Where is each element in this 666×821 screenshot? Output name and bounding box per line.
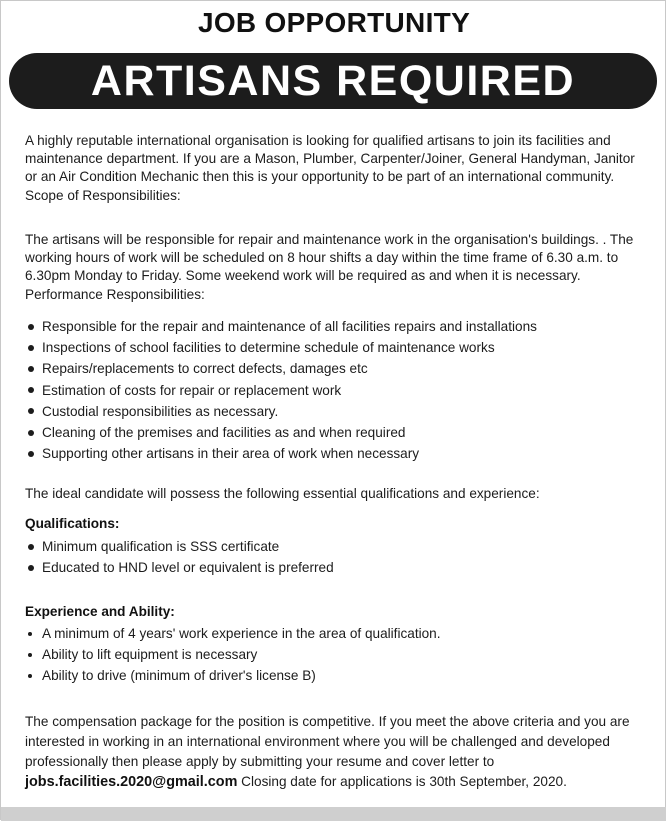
scope-line: working hours of work will be scheduled on 8 hour shifts a day within the time frame of 6.30 a.m. to [25,250,619,266]
intro-line: maintenance department. If you are a Mason, Plumber, Carpenter/Joiner, General Handyman, Janitor [25,151,635,167]
list-item: Repairs/replacements to correct defects, damages etc [25,358,645,379]
list-item: Responsible for the repair and maintenance of all facilities repairs and installations [25,316,645,337]
scope-paragraph [25,231,645,304]
list-item: Educated to HND level or equivalent is preferred [25,557,645,578]
list-item: Cleaning of the premises and facilities as and when required [25,422,645,443]
list-item: Ability to lift equipment is necessary [25,644,645,665]
intro-line: A highly reputable international organisation is looking for qualified artisans to join its facilities and [25,133,611,148]
headline-banner-text: ARTISANS REQUIRED [90,56,576,105]
application-email[interactable]: jobs.facilities.2020@gmail.com [25,774,238,790]
responsibilities-list [25,316,645,464]
ideal-candidate-text: The ideal candidate will possess the following essential qualifications and experience: [25,486,540,501]
qualifications-list [25,536,645,578]
list-item: Inspections of school facilities to determine schedule of maintenance works [25,337,645,358]
closing-line: professionally then please apply by submitting your resume and cover letter to [25,754,495,769]
list-item: Ability to drive (minimum of driver's license B) [25,665,645,686]
intro-line: or an Air Condition Mechanic then this is your opportunity to be part of an international community. [25,169,615,185]
headline-banner [9,53,657,109]
experience-heading: Experience and Ability: [25,604,175,619]
closing-line: The compensation package for the position is competitive. If you meet the above criteria and you are [25,714,630,729]
list-item: Estimation of costs for repair or replacement work [25,380,645,401]
list-item: A minimum of 4 years' work experience in the area of qualification. [25,623,645,644]
closing-deadline: Closing date for applications is 30th September, 2020. [241,774,567,789]
performance-heading: Performance Responsibilities: [25,286,205,302]
experience-list [25,623,645,687]
list-item: Minimum qualification is SSS certificate [25,536,645,557]
scope-line: 6.30pm Monday to Friday. Some weekend work will be required as and when it is necessary. [25,268,581,284]
scope-line: The artisans will be responsible for repair and maintenance work in the organisation's buildings. . The [25,232,634,247]
closing-paragraph [25,712,645,792]
bottom-divider [1,807,666,821]
closing-line: interested in working in an international environment where you will be challenged and developed [25,734,610,749]
list-item: Supporting other artisans in their area of work when necessary [25,443,645,464]
list-item: Custodial responsibilities as necessary. [25,401,645,422]
application-line [25,772,645,792]
scope-heading: Scope of Responsibilities: [25,187,181,203]
qualifications-heading: Qualifications: [25,516,120,531]
intro-paragraph [25,132,645,205]
page-title: JOB OPPORTUNITY [197,7,471,38]
